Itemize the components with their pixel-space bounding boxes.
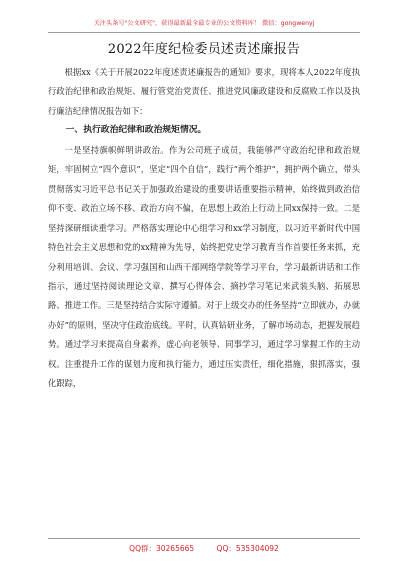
section-heading: 一、执行政治纪律和政治规矩情况。	[65, 125, 207, 136]
page-footer	[48, 538, 360, 554]
document-title: 2022年度纪检委员述责述廉报告	[107, 42, 301, 57]
header-promo-note: 关注头条号"公文研究"，获得最新最全最专业的公文资料库！ 微信：gongwenyj	[93, 20, 315, 27]
section-paragraph: 一是坚持旗帜鲜明讲政治。作为公司班子成员，我能够严守政治纪律和政治规矩，牢固树立“四个意识”，坚定“四个自信”，践行“两个维护”，拥护两个确立，带头贯彻落实习近平总书记关于加强政治建设的重要讲话重要指示精神，始终做到政治信仰不变、政治立场不移、政治方向不偏，在思想上政治上行动上同xx保持一致。二是坚持深研细读重学习。严格落实理论中心组学习和xx学习制度，以习近平新时代中国特色社会主义思想和党的xx精神为先导，始终把党史学习教育当作首要任务来抓，充分利用培训、会议、学习强国和山西干部网络学院等学习平台，学习最新讲话和工作指示，通过坚持阅读理论文章、撰写心得体会、摘抄学习笔记来武装头脑、拓展思路、推进工作。三是坚持结合实际守遵循。对于上级交办的任务坚持“立即就办，办就办好”的原则，坚决守住政治底线。平时，认真钻研业务，了解市场动态，把握发展趋势。通过学习来提高自身素养，虚心向老领导、同事学习，通过学习掌握工作的主动权。注重提升工作的谋划力度和执行能力，通过压实责任，细化措施，狠抓落实，强化跟踪，	[48, 144, 360, 389]
document-body	[48, 63, 360, 394]
footer-qq-group: QQ群：30265665	[129, 544, 195, 553]
footer-qq: QQ：535304092	[216, 544, 279, 553]
intro-paragraph: 根据xx《关于开展2022年度述责述廉报告的通知》要求，现将本人2022年度执行政治纪律和政治规矩、履行管党治党责任、推进党风廉政建设和反腐败工作以及执行廉洁纪律情况报告如下：	[48, 67, 360, 116]
page-header	[48, 10, 360, 33]
